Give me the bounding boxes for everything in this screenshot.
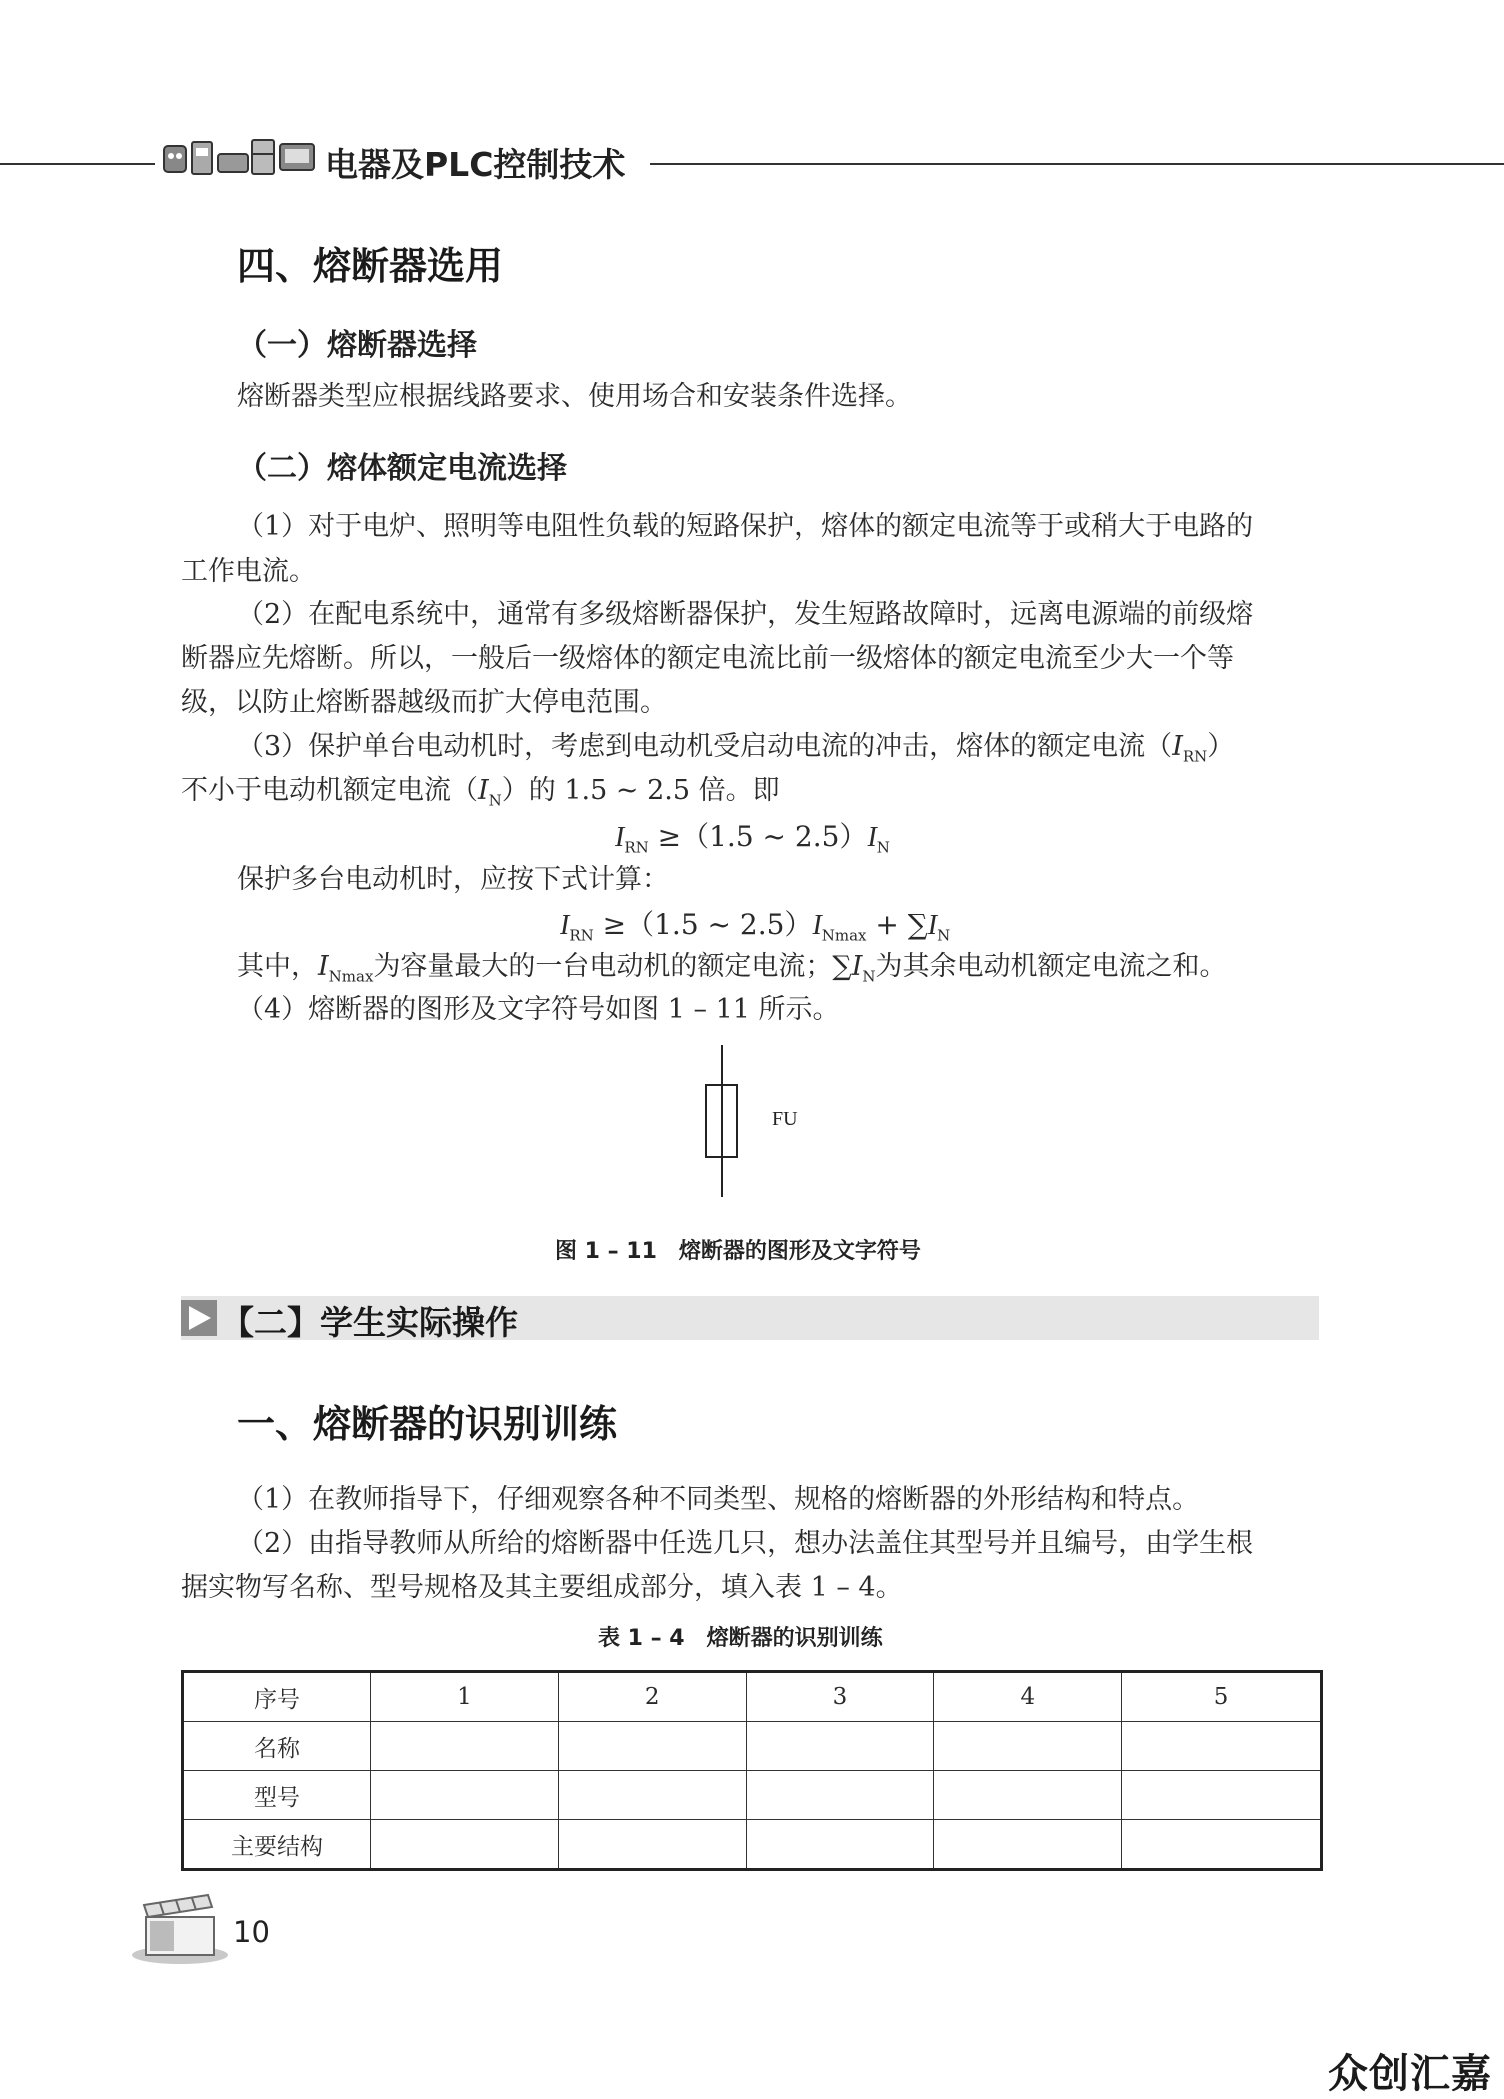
f1-symbol: I — [615, 822, 625, 853]
row-label-name: 名称 — [183, 1722, 371, 1771]
paragraph-1-line-1: （1）对于电炉、照明等电阻性负载的短路保护，熔体的额定电流等于或稍大于电路的 — [237, 511, 1254, 542]
table-header-row — [183, 1672, 1322, 1722]
table-row — [183, 1820, 1322, 1870]
table-cell — [746, 1820, 934, 1870]
figure-caption: 图 1 – 11 熔断器的图形及文字符号 — [555, 1239, 921, 1264]
table-cell — [371, 1771, 559, 1820]
table-cell — [746, 1722, 934, 1771]
header-rule-left — [0, 163, 155, 165]
header-appliance-icons — [160, 136, 320, 178]
paragraph-1-line-2: 工作电流。 — [181, 556, 316, 587]
header-book-title: 电器及PLC控制技术 — [325, 145, 626, 184]
section-banner — [181, 1296, 1319, 1340]
identification-table — [181, 1670, 1323, 1871]
paragraph-4: 保护多台电动机时，应按下式计算： — [237, 864, 669, 895]
f2-subscript-3: N — [937, 926, 951, 945]
f1-subscript: RN — [624, 838, 649, 857]
f2-mid: ≥（1.5 ~ 2.5） — [593, 908, 813, 941]
f1-symbol-2: I — [867, 822, 877, 853]
p5-symbol: I — [318, 951, 329, 982]
p5-subscript-2: N — [862, 967, 876, 986]
f2-subscript: RN — [569, 926, 594, 945]
table-header-cell: 2 — [558, 1672, 746, 1722]
p5-a: 其中， — [237, 951, 318, 982]
table-caption: 表 1 – 4 熔断器的识别训练 — [598, 1626, 883, 1651]
p3-text: （3）保护单台电动机时，考虑到电动机受启动电流的冲击，熔体的额定电流（ — [237, 731, 1173, 762]
p3-line2-subscript: N — [488, 791, 502, 810]
subheading-rated-current: （二）熔体额定电流选择 — [237, 451, 567, 486]
paragraph-2-line-3: 级，以防止熔断器越级而扩大停电范围。 — [181, 687, 667, 718]
training-step-2-line-2: 据实物写名称、型号规格及其主要组成部分，填入表 1 – 4。 — [181, 1572, 903, 1603]
play-arrow-icon — [181, 1300, 217, 1336]
training-step-2-line-1: （2）由指导教师从所给的熔断器中任选几只，想办法盖住其型号并且编号，由学生根 — [237, 1528, 1254, 1559]
formula-single-motor — [615, 815, 890, 857]
f1-subscript-2: N — [876, 838, 890, 857]
p5-c: 为其余电动机额定电流之和。 — [875, 951, 1227, 982]
table-header-cell: 1 — [371, 1672, 559, 1722]
table-cell — [558, 1771, 746, 1820]
subheading-fuse-selection: （一）熔断器选择 — [237, 328, 477, 363]
section-heading-identification: 一、熔断器的识别训练 — [237, 1401, 618, 1446]
p5-symbol-2: I — [851, 951, 863, 982]
p3-line2-b: ）的 1.5 ~ 2.5 倍。即 — [501, 775, 780, 806]
page-number: 10 — [233, 1915, 270, 1949]
table-row — [183, 1722, 1322, 1771]
table-cell — [1122, 1820, 1322, 1870]
table-cell — [746, 1771, 934, 1820]
row-label-structure: 主要结构 — [183, 1820, 371, 1870]
table-cell — [934, 1820, 1122, 1870]
p3-line2-symbol: I — [478, 775, 489, 806]
paragraph-2-line-2: 断器应先熔断。所以，一般后一级熔体的额定电流比前一级熔体的额定电流至少大一个等 — [181, 643, 1234, 674]
table-row — [183, 1771, 1322, 1820]
table-header-cell: 3 — [746, 1672, 934, 1722]
header-rule-right — [650, 163, 1504, 165]
table-cell — [558, 1722, 746, 1771]
p5-subscript: Nmax — [328, 967, 374, 986]
p5-b: 为容量最大的一台电动机的额定电流；∑ — [373, 951, 852, 982]
table-cell — [934, 1722, 1122, 1771]
row-label-model: 型号 — [183, 1771, 371, 1820]
formula-multi-motor — [560, 903, 950, 945]
table-cell — [371, 1722, 559, 1771]
fuse-symbol-figure — [690, 1045, 840, 1200]
fuse-symbol-label: FU — [772, 1108, 798, 1130]
f2-symbol-3: I — [927, 910, 938, 941]
p3-close: ） — [1207, 731, 1235, 762]
table-cell — [934, 1771, 1122, 1820]
table-cell — [1122, 1722, 1322, 1771]
f2-symbol: I — [560, 910, 570, 941]
paragraph-6: （4）熔断器的图形及文字符号如图 1 – 11 所示。 — [237, 994, 840, 1025]
f2-tail: + ∑ — [866, 908, 928, 941]
watermark-text: 众创汇嘉 — [1328, 2051, 1492, 2097]
table-header-cell: 序号 — [183, 1672, 371, 1722]
banner-title: 【二】学生实际操作 — [221, 1303, 518, 1342]
table-cell — [1122, 1771, 1322, 1820]
section-heading-selection: 四、熔断器选用 — [237, 243, 504, 288]
clapperboard-icon — [130, 1893, 230, 1965]
training-step-1: （1）在教师指导下，仔细观察各种不同类型、规格的熔断器的外形结构和特点。 — [237, 1484, 1200, 1515]
f1-mid: ≥（1.5 ~ 2.5） — [648, 820, 868, 853]
p3-line2-a: 不小于电动机额定电流（ — [181, 775, 478, 806]
f2-symbol-2: I — [812, 910, 822, 941]
p3-symbol: I — [1172, 731, 1183, 762]
f2-subscript-2: Nmax — [821, 926, 867, 945]
table-header-cell: 4 — [934, 1672, 1122, 1722]
p3-subscript: RN — [1182, 747, 1208, 766]
table-cell — [371, 1820, 559, 1870]
table-header-cell: 5 — [1122, 1672, 1322, 1722]
paragraph-fuse-type: 熔断器类型应根据线路要求、使用场合和安装条件选择。 — [237, 381, 912, 412]
paragraph-2-line-1: （2）在配电系统中，通常有多级熔断器保护，发生短路故障时，远离电源端的前级熔 — [237, 599, 1254, 630]
table-cell — [558, 1820, 746, 1870]
